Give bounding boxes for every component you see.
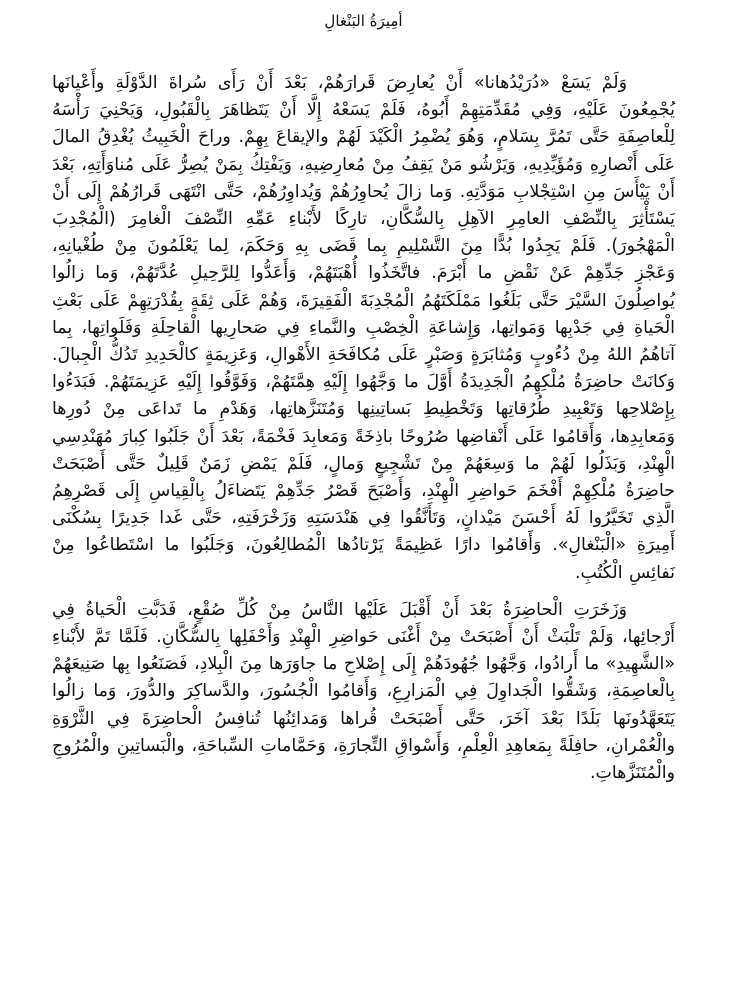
body-paragraph-2: وَزَخَرَتِ الْحاضِرَةُ بَعْدَ أَنْ أَقْبَلَ عَلَيْها النَّاسُ مِنْ كُلِّ صُقْعٍ، فَدَبَّتِ الْحَياةُ فِي أَرْجائِها، وَلَمْ تَلْبَثْ أَنْ أَصْبَحَتْ مِنْ أَغْنَى حَواضِرِ الْهِنْدِ وَأَحْفَلِها بِالسُّكَّانِ. فَلَمَّا تَمَّ لأَبْناءِ «الشَّهِيدِ» ما أَرادُوا، وَجَّهُوا جُهُودَهُمْ إِلَى إِصْلاحِ ما جاوَرَها مِنَ الْبِلادِ، فَصَنَعُوا بِها صَنِيعَهُمْ بِالْعاصِمَةِ، وَشَقُّوا الْجَداوِلَ فِي الْمَزارِعِ، وَأَقامُوا الْجُسُورَ، والدَّساكِرَ والدُّورَ، وَما زالُوا يَتَعَهَّدُونَها بَلَدًا بَعْدَ آخَرَ، حَتَّى أَصْبَحَتْ قُراها وَمَدائِنُها تُنافِسُ الْحاضِرَةَ فِي الثَّرْوَةِ والْعُمْرانِ، حافِلَةً بِمَعاهِدِ الْعِلْمِ، وَأَسْواقِ التِّجارَةِ، وَحَمَّاماتِ السِّباحَةِ، والْبَساتِينِ والْمُرُوجِ والْمُتَنَزَّهاتِ. (52, 599, 675, 784)
running-header-title: أمِيرَةُ البَنْغالِ (324, 12, 403, 30)
body-paragraph-1: وَلَمْ يَسَعْ «دُرَيْدُهانا» أَنْ يُعارِضَ قَرارَهُمْ، بَعْدَ أَنْ رَأَى سُراةَ الدَّوْلَةِ وأَعْيانَها يُجْمِعُونَ عَلَيْهِ، وَفِي مُقَدِّمَتِهِمْ أَبُوهُ، فَلَمْ يَسَعْهُ إِلَّا أَنْ يَتَظاهَرَ بِالْقَبُولِ، وَيَحْنِيَ رَأْسَهُ لِلْعاصِفَةِ حَتَّى تَمُرَّ بِسَلامٍ، وَهُوَ يُضْمِرُ الْكَيْدَ لَهُمْ والإيقاعَ بِهِمْ. وراحَ الْخَبِيثُ يُغْدِقُ المالَ عَلَى أَنْصارِهِ وَمُؤَيِّدِيهِ، وَيَرْشُو مَنْ يَقِفُ مِنْ مُعارِضِيهِ، وَيَفْتِكُ بِمَنْ يُصِرُّ عَلَى مُناوَأَتِهِ، بَعْدَ أَنْ يَيْأَسَ مِنِ اسْتِجْلابِ مَوَدَّتِهِ. وَما زالَ يُحاوِرُهُمْ وَيُداوِرُهُمْ، حَتَّى انْتَهَى قَرارُهُمْ إِلَى أَنْ يَسْتَأْثِرَ بِالنِّصْفِ العامِرِ الآهِلِ بِالسُّكَّانِ، تارِكًا لأَبْناءِ عَمِّهِ النِّصْفَ الْغامِرَ (الْمُجْدِبَ الْمَهْجُورَ). فَلَمْ يَجِدُوا بُدًّا مِنَ التَّسْلِيمِ بِما قَضَى بِهِ وَحَكَمَ، لِما يَعْلَمُونَ مِنْ طُغْيانِهِ، وَعَجْزِ جَدِّهِمْ عَنْ نَقْضِ ما أَبْرَمَ. فاتَّخَذُوا أُهْبَتَهُمْ، وَأَعَدُّوا لِلرَّحِيلِ عُدَّتَهُمْ، وَما زالُوا يُواصِلُونَ السَّيْرَ حَتَّى بَلَغُوا مَمْلَكَتَهُمُ الْمُجْدِبَةَ الْفَقِيرَةَ، وَهُمْ عَلَى ثِقَةٍ بِقُدْرَتِهِمْ عَلَى بَعْثِ الْحَياةِ فِي جَدْبِها وَمَواتِها، وَإِشاعَةِ الْخِصْبِ والنَّماءِ فِي صَحارِيها الْقاحِلَةِ وَفَلَواتِها، بِما آتاهُمُ اللهُ مِنْ دُءُوبٍ وَمُثابَرَةٍ وَصَبْرٍ عَلَى مُكافَحَةِ الأَهْوالِ، وَعَزِيمَةٍ كالْحَدِيدِ تَدُكُّ الْجِبالَ. وَكانَتْ حاضِرَةُ مُلْكِهِمُ الْجَدِيدَةُ أَوَّلَ ما وَجَّهُوا إِلَيْهِ هِمَّتَهُمْ، وَفَوَّقُوا إِلَيْهِ عَزِيمَتَهُمْ. فَبَدَءُوا بِإِصْلاحِها وَتَعْبِيدِ طُرُقاتِها وَتَخْطِيطِ بَساتِينِها وَمُتَنَزَّهاتِها، وَهَدْمِ ما تَداعَى مِنْ دُورِها وَمَعابِدِها، وَأَقامُوا عَلَى أَنْقاضِها صُرُوحًا باذِخَةً وَمَعابِدَ فَخْمَةً، بَعْدَ أَنْ جَلَبُوا كِبارَ مُهَنْدِسِي الْهِنْدِ، وَبَذَلُوا لَهُمْ ما وَسِعَهُمْ مِنْ تَشْجِيعٍ وَمالٍ، فَلَمْ يَمْضِ زَمَنٌ قَلِيلٌ حَتَّى أَصْبَحَتْ حاضِرَةُ مُلْكِهِمْ أَفْخَمَ حَواضِرِ الْهِنْدِ، وَأَصْبَحَ قَصْرُ جَدِّهِمْ يَتَضاءَلُ بِالْقِياسِ إِلَى قَصْرِهِمُ الَّذِي تَخَيَّرُوا لَهُ أَحْسَنَ مَيْدانٍ، وَتَأَنَّقُوا فِي هَنْدَسَتِهِ وَزَخْرَفَتِهِ، حَتَّى غَدا جَدِيرًا بِسُكْنَى أَمِيرَةِ «الْبَنْغالِ». وَأَقامُوا دارًا عَظِيمَةً يَرْتادُها الْمُطالِعُونَ، وَجَلَبُوا ما اسْتَطاعُوا مِنْ نَفائِسِ الْكُتُبِ. (52, 73, 675, 583)
